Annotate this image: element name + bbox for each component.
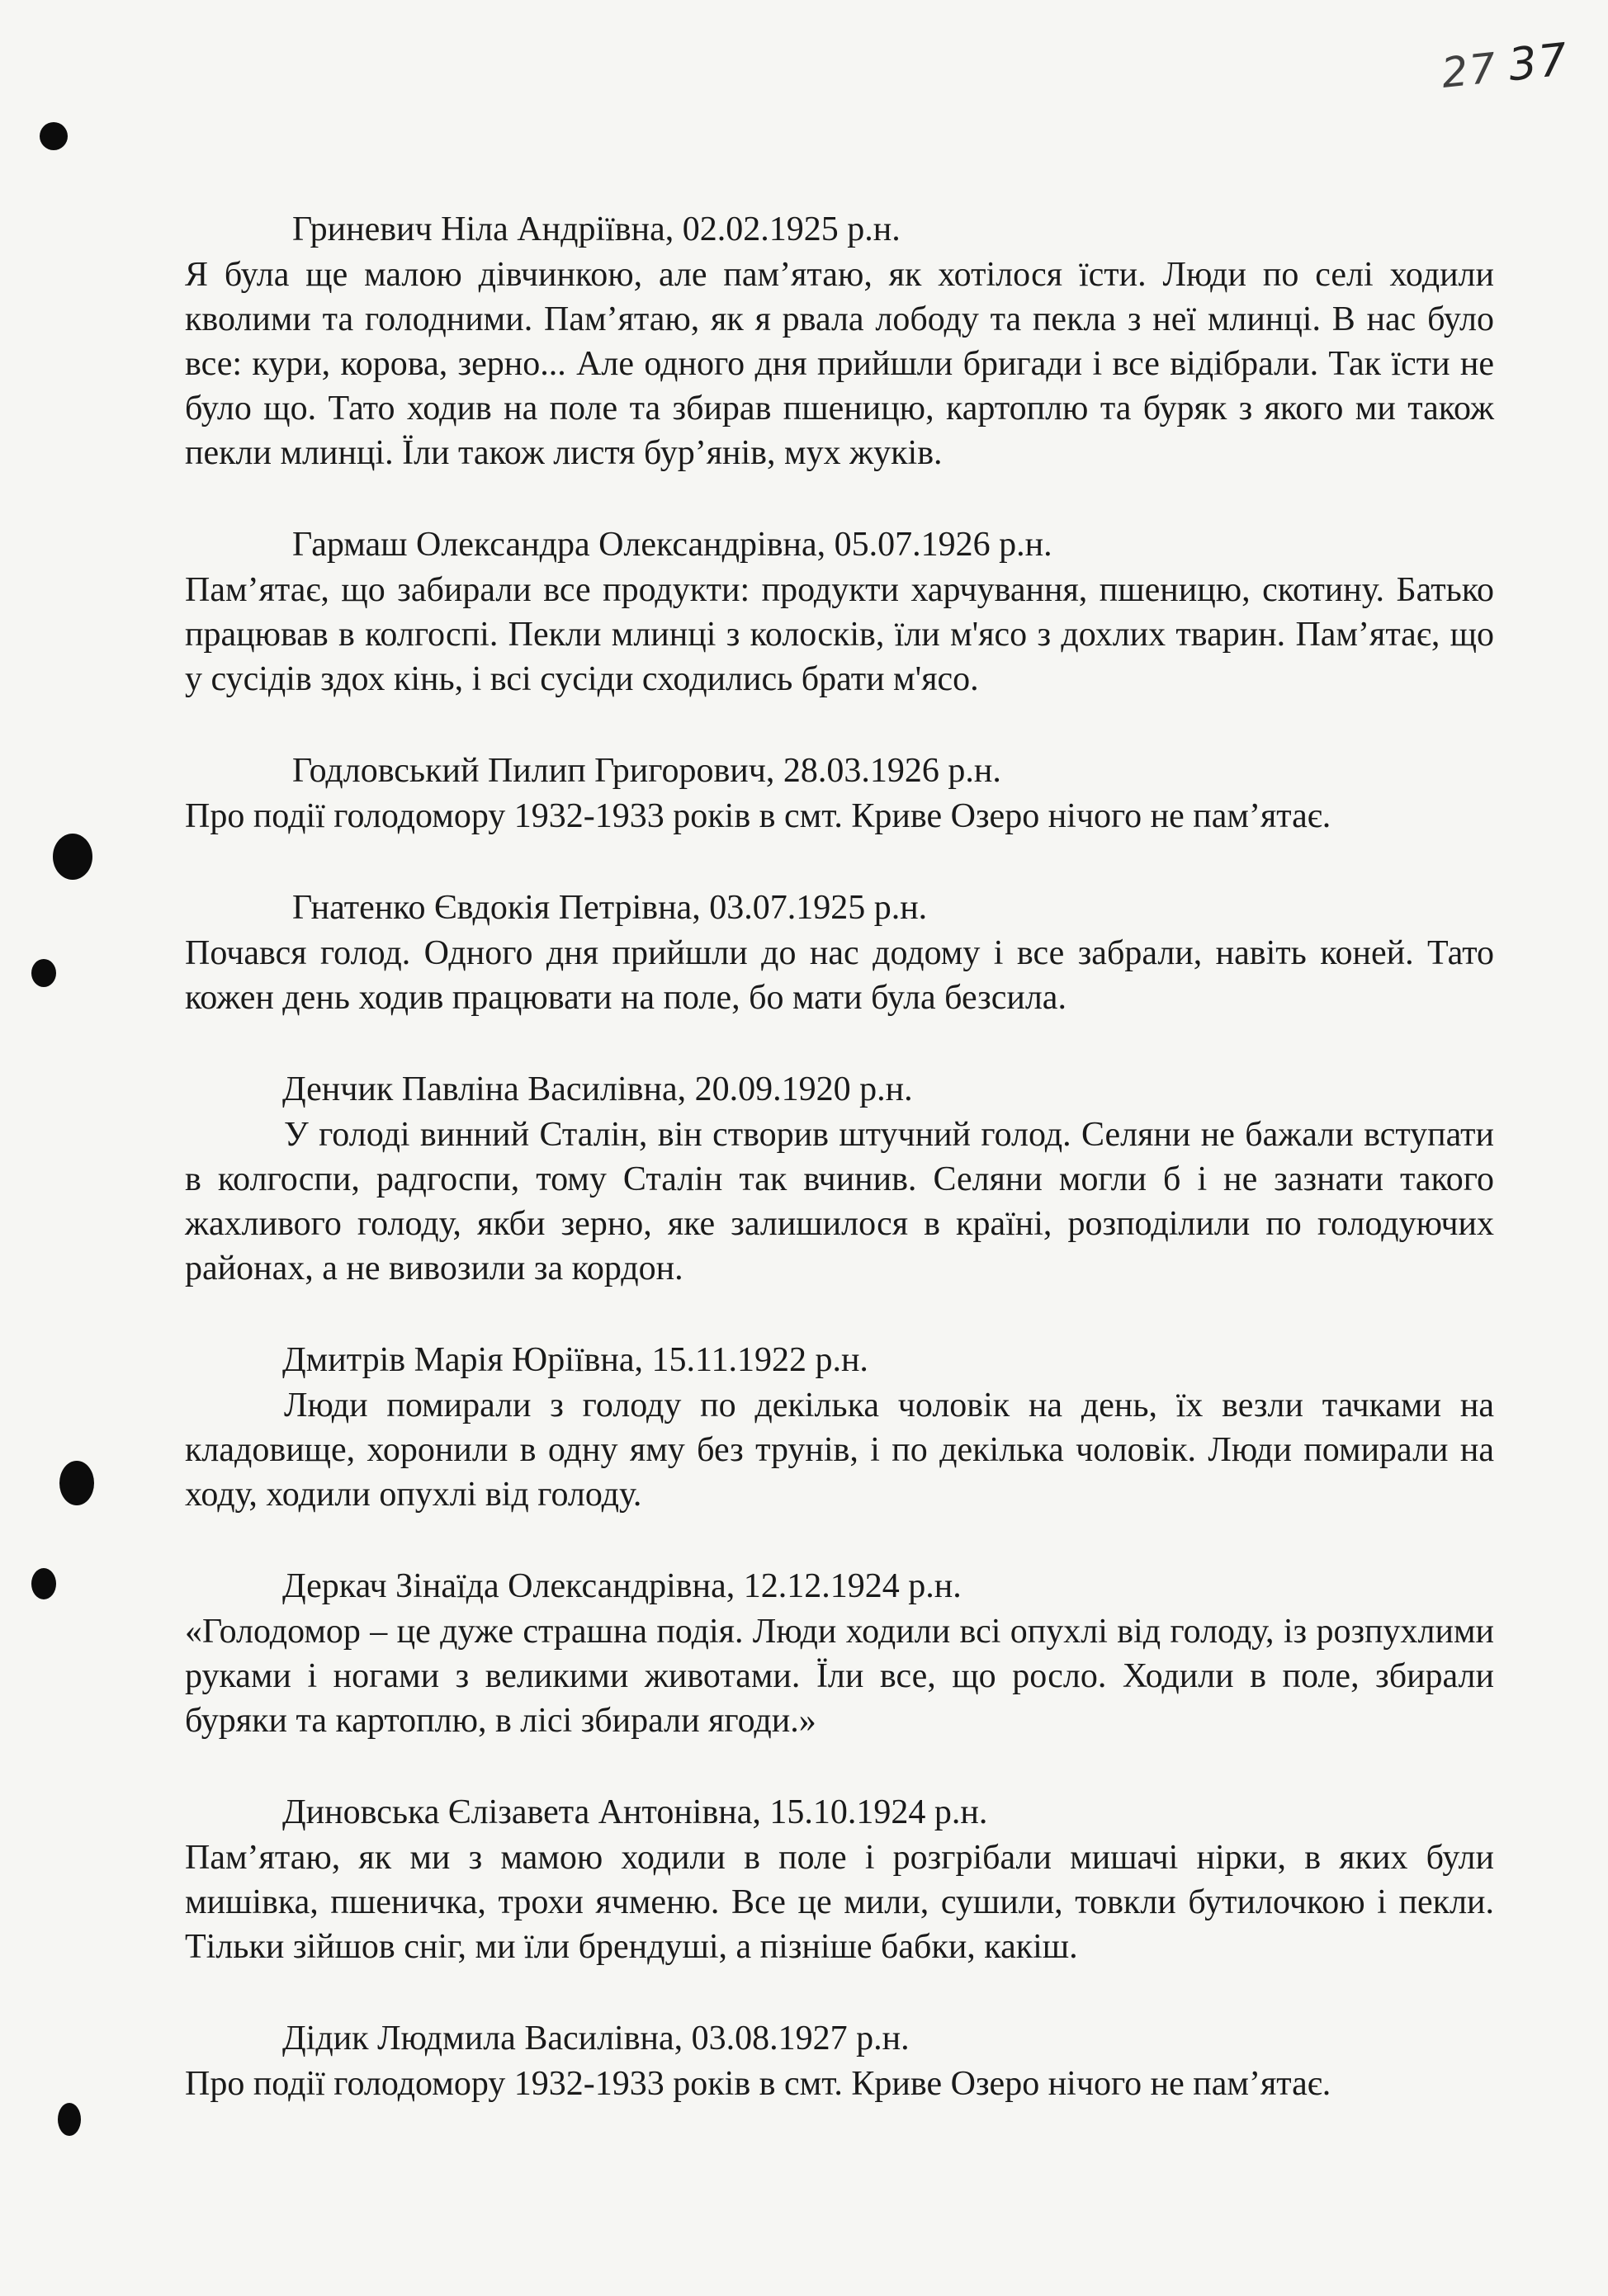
binder-hole bbox=[31, 1568, 56, 1599]
testimony-entry bbox=[185, 1337, 1494, 1517]
entry-text: Пам’ятає, що забирали все продукти: продукти харчування, пшеницю, скотину. Батько працював в колгоспі. Пекли млинці з колосків, їли м'ясо з дохлих тварин. Пам’ятає, що у сусідів здох кінь, і всі сусіди сходились брати м'ясо. bbox=[185, 571, 1494, 698]
binder-hole bbox=[53, 834, 92, 880]
testimony-entry bbox=[185, 206, 1494, 475]
entry-heading: Гармаш Олександра Олександрівна, 05.07.1926 р.н. bbox=[292, 526, 1052, 564]
entry-text: Про події голодомору 1932-1933 років в смт. Криве Озеро нічого не пам’ятає. bbox=[185, 797, 1331, 835]
testimony-entry bbox=[185, 748, 1494, 839]
entry-heading: Деркач Зінаїда Олександрівна, 12.12.1924 р.н. bbox=[282, 1567, 962, 1605]
entry-heading: Гриневич Ніла Андріївна, 02.02.1925 р.н. bbox=[292, 210, 901, 248]
entry-heading: Дмитрів Марія Юріївна, 15.11.1922 р.н. bbox=[282, 1341, 868, 1379]
testimony-entry bbox=[185, 1789, 1494, 1969]
testimony-entry bbox=[185, 1563, 1494, 1743]
testimony-entry bbox=[185, 2015, 1494, 2106]
folio-number bbox=[1439, 33, 1571, 98]
entry-heading: Годловський Пилип Григорович, 28.03.1926 р.н. bbox=[292, 752, 1001, 790]
testimony-entry bbox=[185, 1066, 1494, 1291]
entry-text: Почався голод. Одного дня прийшли до нас додому і все забрали, навіть коней. Тато кожен день ходив працювати на поле, бо мати була безсила. bbox=[185, 934, 1494, 1017]
binder-hole bbox=[58, 2103, 81, 2136]
entry-text: У голоді винний Сталін, він створив штучний голод. Селяни не бажали вступати в колгоспи, радгоспи, тому Сталін так вчинив. Селяни могли б і не зазнати такого жахливого голоду, якби зерно, яке залишилося в країні, розподілили по голодуючих районах, а не вивозили за кордон. bbox=[185, 1116, 1494, 1287]
binder-hole bbox=[59, 1461, 94, 1505]
testimony-list bbox=[185, 206, 1494, 2152]
entry-heading: Гнатенко Євдокія Петрівна, 03.07.1925 р.н. bbox=[292, 889, 928, 927]
entry-heading: Дідик Людмила Василівна, 03.08.1927 р.н. bbox=[282, 2020, 910, 2057]
entry-text: «Голодомор – це дуже страшна подія. Люди ходили всі опухлі від голоду, із розпухлими руками і ногами з великими животами. Їли все, що росло. Ходили в поле, збирали буряки та картоплю, в лісі збирали ягоди.» bbox=[185, 1613, 1494, 1740]
folio-current: 37 bbox=[1505, 33, 1571, 92]
entry-text: Люди помирали з голоду по декілька чоловік на день, їх везли тачками на кладовище, хоронили в одну яму без трунів, і по декілька чоловік. Люди помирали на ходу, ходили опухлі від голоду. bbox=[185, 1387, 1494, 1514]
entry-heading: Диновська Єлізавета Антонівна, 15.10.1924 р.н. bbox=[282, 1793, 988, 1831]
entry-heading: Денчик Павліна Василівна, 20.09.1920 р.н. bbox=[282, 1070, 913, 1108]
entry-text: Пам’ятаю, як ми з мамою ходили в поле і розгрібали мишачі нірки, в яких були мишівка, пшеничка, трохи ячменю. Все це мили, сушили, товкли бутилочкою і пекли. Тільки зійшов сніг, ми їли брендуші, а пізніше бабки, какіш. bbox=[185, 1839, 1494, 1966]
testimony-entry bbox=[185, 885, 1494, 1020]
entry-text: Про події голодомору 1932-1933 років в смт. Криве Озеро нічого не пам’ятає. bbox=[185, 2065, 1331, 2103]
folio-crossed-out: 27 bbox=[1439, 44, 1500, 97]
entry-text: Я була ще малою дівчинкою, але пам’ятаю, як хотілося їсти. Люди по селі ходили кволими та голодними. Пам’ятаю, як я рвала лободу та пекла з неї млинці. В нас було все: кури, корова, зерно... Але одного дня прийшли бригади і все відібрали. Так їсти не було що. Тато ходив на поле та збирав пшеницю, картоплю та буряк з якого ми також пекли млинці. Їли також листя бур’янів, мух жуків. bbox=[185, 256, 1494, 472]
binder-hole bbox=[31, 959, 56, 987]
binder-hole bbox=[40, 122, 68, 150]
testimony-entry bbox=[185, 522, 1494, 702]
